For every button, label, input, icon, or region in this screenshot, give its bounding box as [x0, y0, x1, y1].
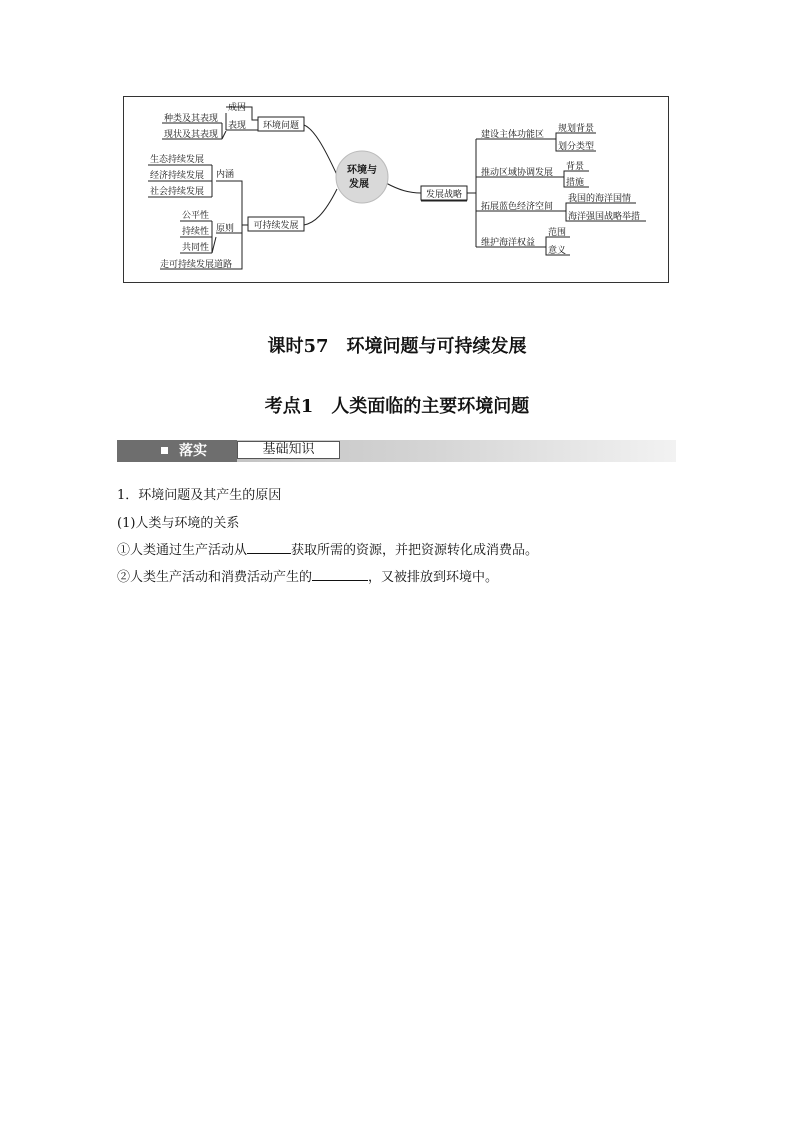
- env-leaf-types: 种类及其表现: [164, 114, 219, 124]
- fill-line-1-part-b: 获取所需的资源，并把资源转化成消费品。: [291, 543, 539, 558]
- section-title: 考点1 人类面临的主要环境问题: [264, 396, 530, 417]
- hub-sustainable: 可持续发展: [253, 221, 299, 231]
- fill-line-2-part-a: ②人类生产活动和消费活动产生的: [117, 570, 313, 585]
- banner-label: 落实: [179, 443, 207, 459]
- leaf-ocean-conditions: 我国的海洋国情: [568, 194, 632, 204]
- connotation-leaf-economy: 经济持续发展: [150, 171, 205, 181]
- connotation-leaf-eco: 生态持续发展: [150, 155, 205, 165]
- principle-leaf-fairness: 公平性: [182, 211, 210, 221]
- fill-line-1-part-a: ①人类通过生产活动从: [117, 543, 248, 558]
- leaf-measures: 措施: [566, 178, 585, 188]
- hub-strategy: 发展战略: [425, 190, 463, 200]
- blank-1[interactable]: [247, 541, 291, 554]
- section-banner: [117, 440, 676, 462]
- leaf-significance: 意义: [548, 246, 567, 256]
- branch-functional-zones: 建设主体功能区: [481, 130, 545, 140]
- hub-env-problem: 环境问题: [262, 121, 300, 131]
- blank-2[interactable]: [312, 568, 368, 581]
- center-line-1: 环境与: [347, 165, 377, 176]
- principle-label: 原则: [216, 224, 235, 234]
- connotation-label: 内涵: [216, 170, 235, 180]
- branch-maritime-rights: 维护海洋权益: [481, 238, 536, 248]
- item-1-1-heading: (1)人类与环境的关系: [117, 516, 240, 531]
- principle-leaf-commonality: 共同性: [182, 243, 210, 253]
- branch-regional-coordination: 推动区域协调发展: [481, 168, 554, 178]
- lesson-title: 课时57 环境问题与可持续发展: [267, 336, 527, 357]
- leaf-background: 背景: [566, 162, 585, 172]
- fill-line-2: [117, 566, 498, 585]
- fill-line-2-part-b: ，又被排放到环境中。: [368, 570, 499, 585]
- env-cause: 成因: [228, 103, 247, 113]
- center-node: [336, 151, 388, 203]
- connotation-leaf-society: 社会持续发展: [150, 187, 205, 197]
- leaf-planning-background: 规划背景: [558, 124, 595, 134]
- center-line-2: 发展: [349, 179, 369, 190]
- fill-line-1: [117, 539, 538, 558]
- principle-leaf-sustainability: 持续性: [182, 227, 210, 237]
- square-bullet-icon: [161, 447, 168, 454]
- sustainable-path: 走可持续发展道路: [160, 260, 233, 270]
- banner-dark-block: [117, 440, 237, 462]
- env-manifestation: 表现: [228, 121, 247, 131]
- mindmap-svg: [124, 97, 670, 284]
- mindmap-figure: [123, 96, 669, 283]
- env-leaf-status: 现状及其表现: [164, 130, 219, 140]
- banner-box-label: 基础知识: [237, 441, 340, 459]
- leaf-division-types: 划分类型: [558, 142, 595, 152]
- item-1-heading: 1．环境问题及其产生的原因: [117, 488, 282, 503]
- leaf-ocean-power-strategy: 海洋强国战略举措: [568, 212, 641, 222]
- branch-blue-economy: 拓展蓝色经济空间: [481, 202, 554, 212]
- leaf-scope: 范围: [548, 228, 567, 238]
